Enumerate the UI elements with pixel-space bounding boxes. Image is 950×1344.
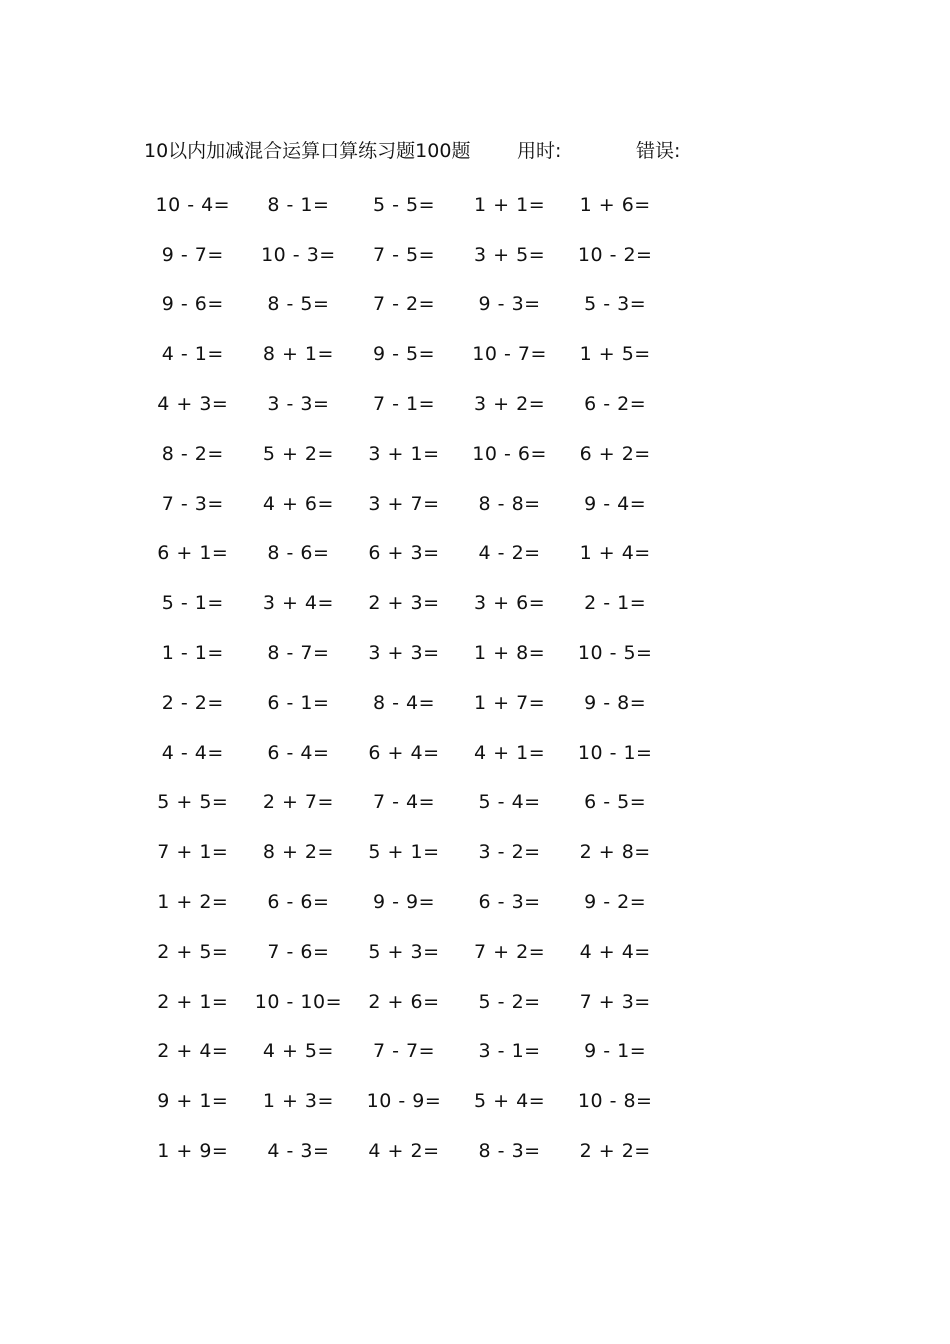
worksheet-title: 10以内加减混合运算口算练习题100题: [144, 140, 471, 162]
arithmetic-problem: 7 - 3=: [161, 492, 224, 515]
arithmetic-problem: 2 + 1=: [157, 990, 229, 1013]
arithmetic-problem: 8 - 5=: [267, 293, 330, 316]
arithmetic-problem: 2 + 6=: [368, 990, 440, 1013]
arithmetic-problem: 6 - 3=: [478, 891, 541, 914]
arithmetic-problem: 10 - 3=: [261, 243, 336, 266]
arithmetic-problem: 3 - 3=: [267, 393, 330, 416]
arithmetic-problem: 2 + 2=: [579, 1140, 651, 1163]
arithmetic-problem: 4 + 5=: [262, 1040, 334, 1063]
arithmetic-problem: 9 - 8=: [584, 691, 647, 714]
arithmetic-problem: 7 - 2=: [372, 293, 435, 316]
problem-grid: [140, 180, 670, 1176]
arithmetic-problem: 9 - 3=: [478, 293, 541, 316]
arithmetic-problem: 7 - 1=: [372, 393, 435, 416]
arithmetic-problem: 6 + 1=: [157, 542, 229, 565]
problem-row: [140, 180, 670, 230]
arithmetic-problem: 3 + 1=: [368, 442, 440, 465]
arithmetic-problem: 6 - 2=: [584, 393, 647, 416]
arithmetic-problem: 7 - 5=: [372, 243, 435, 266]
arithmetic-problem: 10 - 9=: [366, 1090, 442, 1113]
arithmetic-problem: 9 - 1=: [584, 1040, 647, 1063]
arithmetic-problem: 1 + 9=: [157, 1140, 229, 1163]
arithmetic-problem: 4 + 3=: [157, 393, 229, 416]
arithmetic-problem: 9 - 9=: [372, 891, 435, 914]
arithmetic-problem: 9 - 7=: [161, 243, 224, 266]
arithmetic-problem: 6 + 3=: [368, 542, 440, 565]
arithmetic-problem: 4 + 1=: [474, 741, 546, 764]
arithmetic-problem: 1 + 3=: [262, 1090, 334, 1113]
arithmetic-problem: 8 - 7=: [267, 642, 330, 665]
problem-row: [140, 927, 670, 977]
problem-row: [140, 628, 670, 678]
arithmetic-problem: 10 - 5=: [577, 642, 653, 665]
arithmetic-problem: 1 + 7=: [474, 691, 546, 714]
arithmetic-problem: 3 + 7=: [368, 492, 440, 515]
arithmetic-problem: 3 - 1=: [478, 1040, 541, 1063]
arithmetic-problem: 8 - 3=: [478, 1140, 541, 1163]
arithmetic-problem: 9 - 6=: [161, 293, 224, 316]
arithmetic-problem: 5 + 3=: [368, 940, 440, 963]
error-count-label: 错误:: [636, 140, 681, 162]
problem-row: [140, 827, 670, 877]
arithmetic-problem: 6 - 5=: [584, 791, 647, 814]
arithmetic-problem: 2 + 8=: [579, 841, 651, 864]
arithmetic-problem: 10 - 8=: [577, 1090, 653, 1113]
arithmetic-problem: 9 - 5=: [372, 343, 435, 366]
arithmetic-problem: 3 + 2=: [474, 393, 546, 416]
arithmetic-problem: 8 + 1=: [262, 343, 334, 366]
arithmetic-problem: 5 - 3=: [584, 293, 647, 316]
arithmetic-problem: 2 + 5=: [157, 940, 229, 963]
arithmetic-problem: 10 - 2=: [577, 243, 653, 266]
arithmetic-problem: 2 + 4=: [157, 1040, 229, 1063]
arithmetic-problem: 10 - 6=: [472, 442, 547, 465]
arithmetic-problem: 10 - 4=: [155, 193, 231, 216]
arithmetic-problem: 1 + 8=: [474, 642, 546, 665]
arithmetic-problem: 5 + 4=: [474, 1090, 546, 1113]
arithmetic-problem: 5 - 1=: [161, 592, 224, 615]
arithmetic-problem: 4 + 2=: [368, 1140, 440, 1163]
arithmetic-problem: 5 - 2=: [478, 990, 541, 1013]
problem-row: [140, 529, 670, 579]
arithmetic-problem: 5 + 5=: [157, 791, 229, 814]
arithmetic-problem: 8 - 1=: [267, 193, 330, 216]
arithmetic-problem: 5 - 4=: [478, 791, 541, 814]
problem-row: [140, 429, 670, 479]
arithmetic-problem: 7 - 6=: [267, 940, 330, 963]
time-used-label: 用时:: [517, 140, 562, 162]
arithmetic-problem: 4 - 4=: [161, 741, 224, 764]
arithmetic-problem: 9 - 4=: [584, 492, 647, 515]
problem-row: [140, 1126, 670, 1176]
arithmetic-problem: 7 + 2=: [474, 940, 546, 963]
problem-row: [140, 329, 670, 379]
arithmetic-problem: 1 + 6=: [579, 193, 651, 216]
arithmetic-problem: 1 + 2=: [157, 891, 229, 914]
arithmetic-problem: 3 - 2=: [478, 841, 541, 864]
arithmetic-problem: 9 + 1=: [157, 1090, 229, 1113]
arithmetic-problem: 6 + 4=: [368, 741, 440, 764]
arithmetic-problem: 1 + 5=: [579, 343, 651, 366]
arithmetic-problem: 10 - 1=: [577, 741, 653, 764]
arithmetic-problem: 2 - 2=: [161, 691, 224, 714]
problem-row: [140, 877, 670, 927]
arithmetic-problem: 6 - 4=: [267, 741, 330, 764]
arithmetic-problem: 8 - 6=: [267, 542, 330, 565]
arithmetic-problem: 8 - 4=: [372, 691, 435, 714]
arithmetic-problem: 7 + 1=: [157, 841, 229, 864]
arithmetic-problem: 6 - 6=: [267, 891, 330, 914]
arithmetic-problem: 4 + 6=: [262, 492, 334, 515]
arithmetic-problem: 6 + 2=: [579, 442, 651, 465]
arithmetic-problem: 4 - 1=: [161, 343, 224, 366]
arithmetic-problem: 1 + 4=: [579, 542, 651, 565]
arithmetic-problem: 5 - 5=: [372, 193, 435, 216]
arithmetic-problem: 3 + 3=: [368, 642, 440, 665]
problem-row: [140, 1076, 670, 1126]
arithmetic-problem: 9 - 2=: [584, 891, 647, 914]
arithmetic-problem: 1 - 1=: [161, 642, 224, 665]
arithmetic-problem: 8 - 2=: [161, 442, 224, 465]
arithmetic-problem: 4 - 2=: [478, 542, 541, 565]
arithmetic-problem: 7 - 4=: [372, 791, 435, 814]
arithmetic-problem: 4 - 3=: [267, 1140, 330, 1163]
problem-row: [140, 280, 670, 330]
problem-row: [140, 977, 670, 1027]
arithmetic-problem: 2 + 7=: [262, 791, 334, 814]
problem-row: [140, 379, 670, 429]
arithmetic-problem: 5 + 2=: [262, 442, 334, 465]
arithmetic-problem: 2 + 3=: [368, 592, 440, 615]
arithmetic-problem: 8 + 2=: [262, 841, 334, 864]
arithmetic-problem: 8 - 8=: [478, 492, 541, 515]
problem-row: [140, 728, 670, 778]
arithmetic-problem: 1 + 1=: [474, 193, 546, 216]
problem-row: [140, 578, 670, 628]
problem-row: [140, 778, 670, 828]
problem-row: [140, 1027, 670, 1077]
arithmetic-problem: 10 - 7=: [472, 343, 547, 366]
arithmetic-problem: 3 + 6=: [474, 592, 546, 615]
problem-row: [140, 230, 670, 280]
arithmetic-problem: 3 + 5=: [474, 243, 546, 266]
arithmetic-problem: 6 - 1=: [267, 691, 330, 714]
worksheet-header: [144, 136, 744, 166]
problem-row: [140, 479, 670, 529]
arithmetic-problem: 7 - 7=: [372, 1040, 435, 1063]
arithmetic-problem: 3 + 4=: [262, 592, 334, 615]
problem-row: [140, 678, 670, 728]
arithmetic-problem: 4 + 4=: [579, 940, 651, 963]
arithmetic-problem: 5 + 1=: [368, 841, 440, 864]
arithmetic-problem: 10 - 10=: [254, 990, 342, 1013]
arithmetic-problem: 7 + 3=: [579, 990, 651, 1013]
arithmetic-problem: 2 - 1=: [584, 592, 647, 615]
